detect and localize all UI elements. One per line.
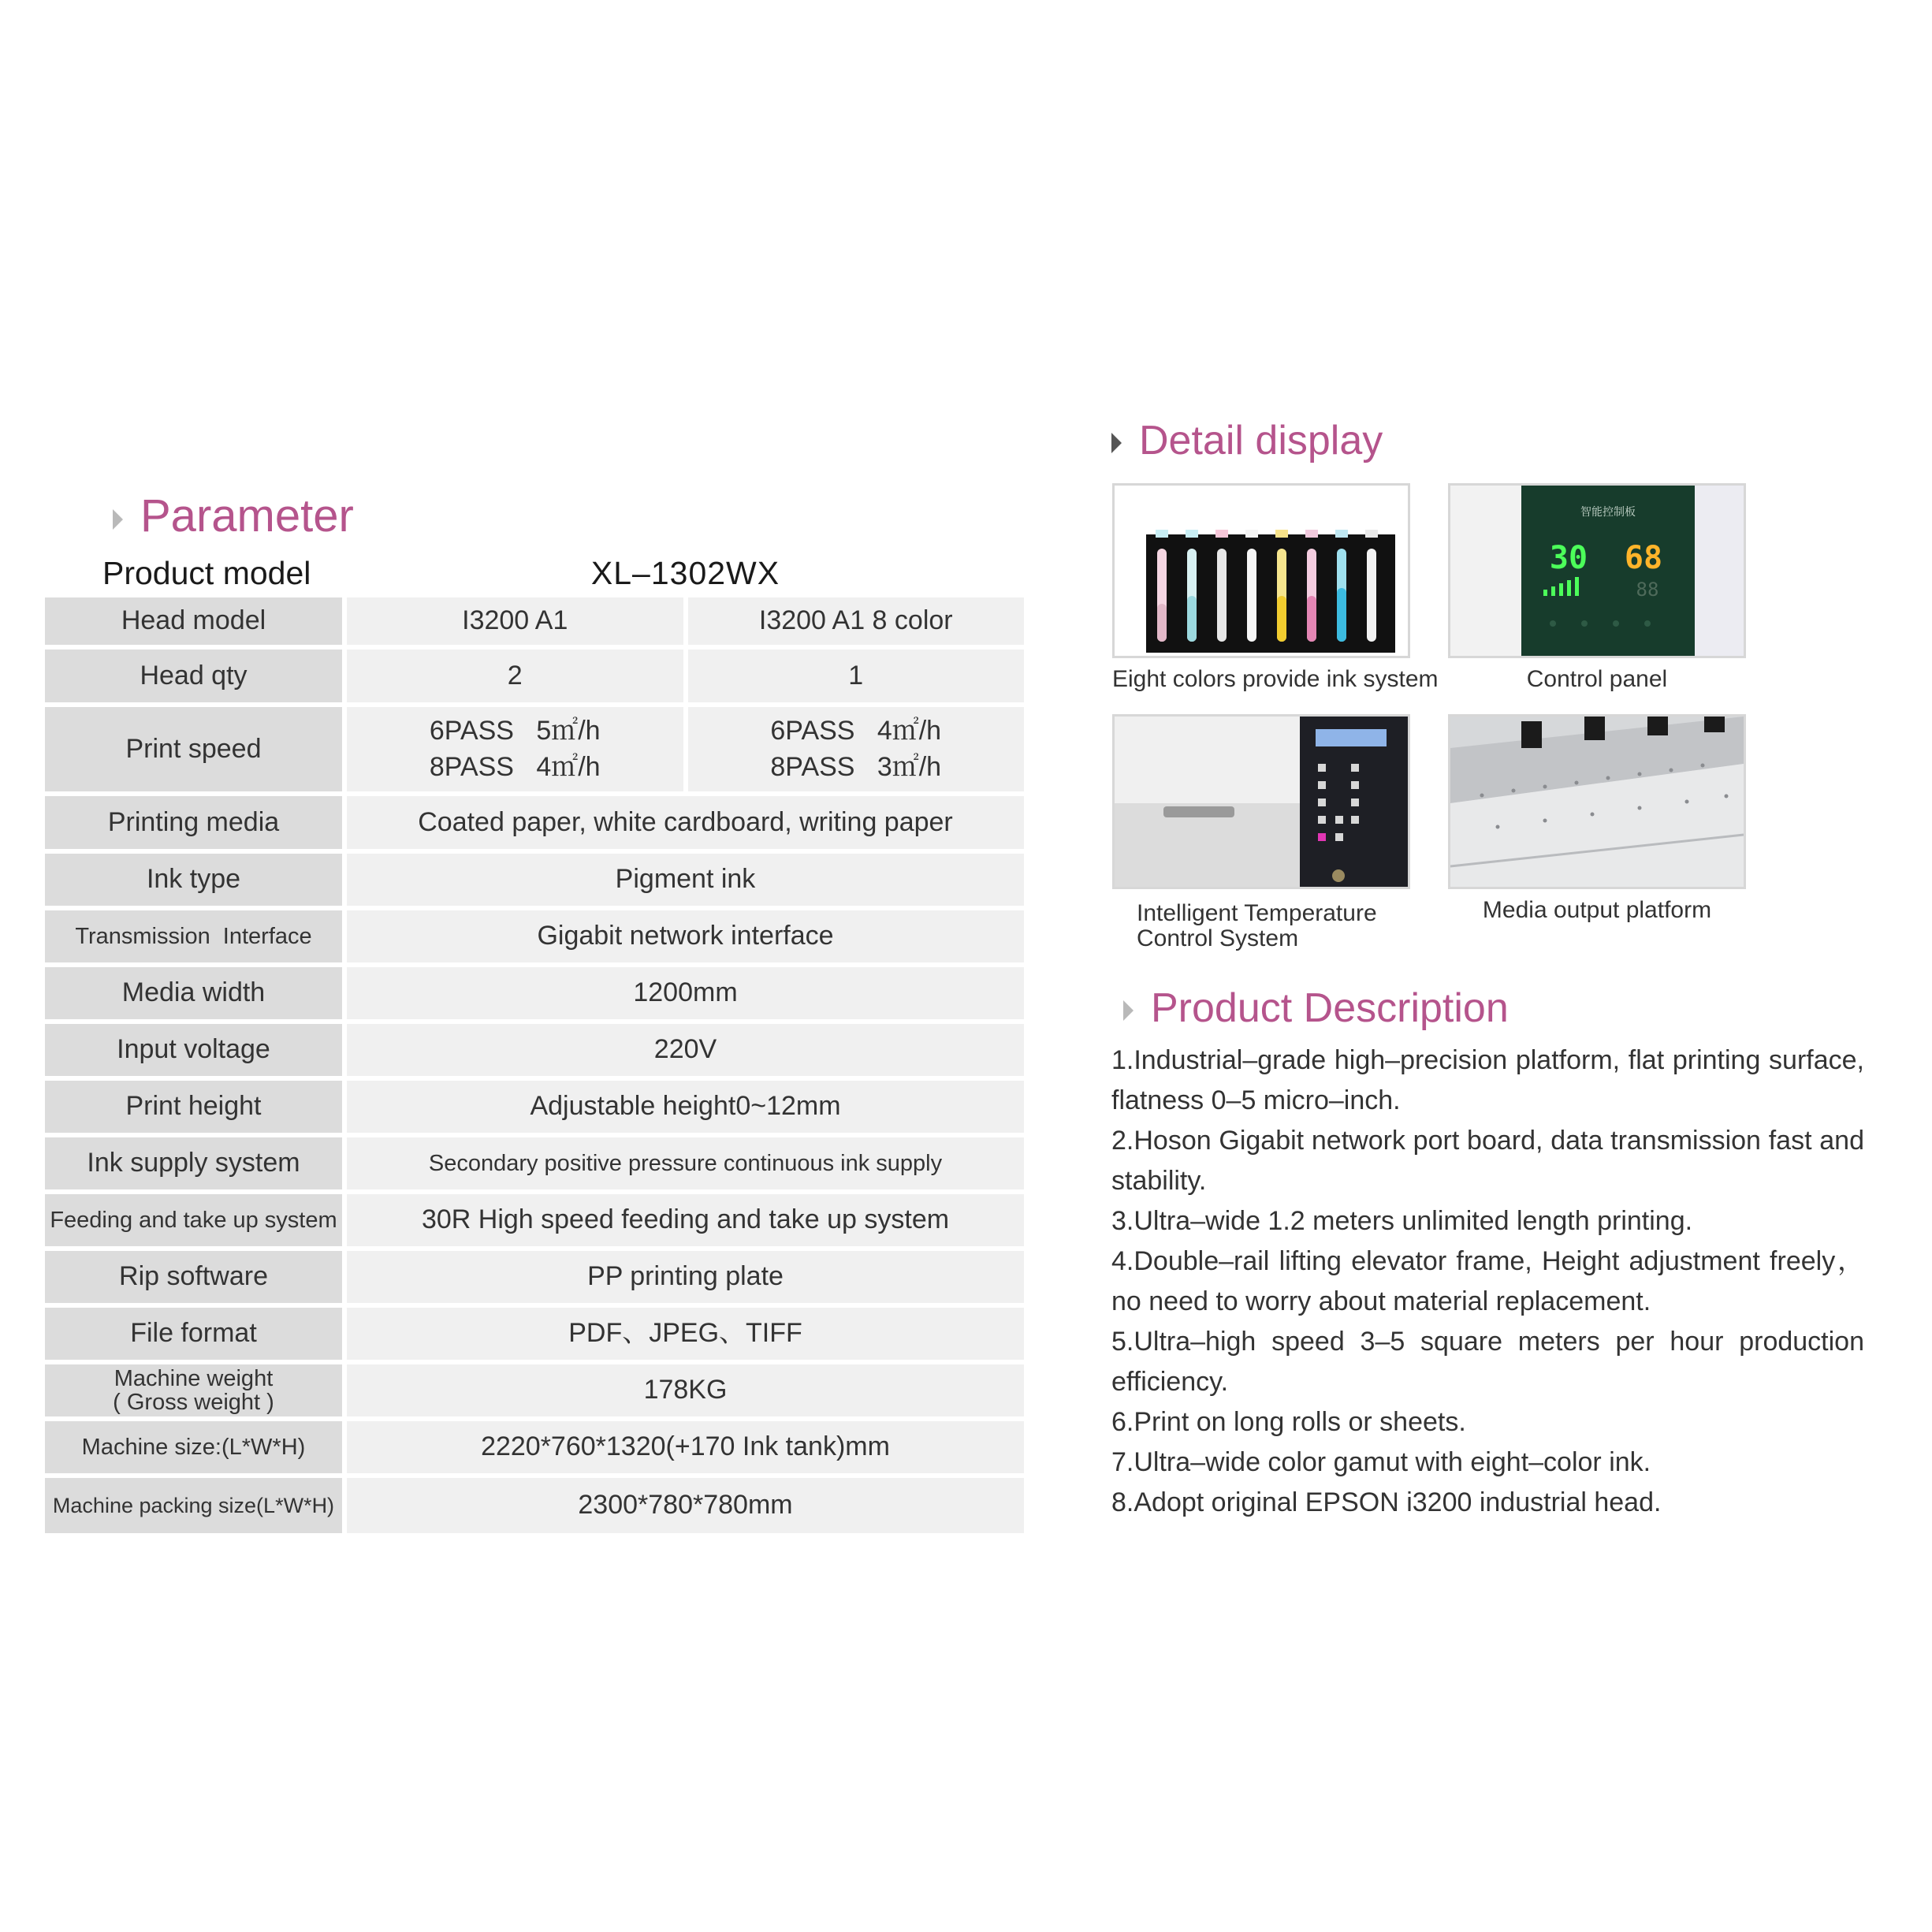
speed-line: 8PASS 3㎡/h [770,751,942,782]
table-row [45,854,1024,906]
media-output-caption: Media output platform [1482,897,1712,923]
row-value: 2300*780*780mm [347,1478,1024,1533]
speed-line: 8PASS 4㎡/h [429,751,601,782]
speed-line: 6PASS 5㎡/h [429,715,601,746]
row-label-line: ( Gross weight ) [113,1390,274,1415]
row-value: 2220*760*1320(+170 Ink tank)mm [347,1421,1024,1473]
temperature-control-illustration [1115,717,1408,887]
table-row [45,1024,1024,1076]
row-label: Printing media [45,796,342,849]
media-output-photo [1448,714,1746,889]
list-item: 2.Hoson Gigabit network port board, data transmission fast and stability. [1111,1126,1864,1196]
speed-line: 6PASS 4㎡/h [770,715,942,746]
temperature-readout-left: 30 [1549,540,1588,576]
triangle-bullet-icon [113,509,123,530]
row-label: Machine size:(L*W*H) [45,1421,342,1473]
detail-display-title [1111,420,1383,461]
parameter-title-text: Parameter [140,490,354,542]
table-row [45,597,1024,645]
row-value [347,707,683,791]
list-item: 7.Ultra–wide color gamut with eight–color ink. [1111,1447,1651,1477]
list-item: 4.Double–rail lifting elevator frame, Height adjustment freely，no need to worry about material replacement. [1111,1246,1864,1316]
table-row [45,910,1024,962]
row-label: Transmission Interface [45,910,342,962]
ink-system-caption: Eight colors provide ink system [1112,666,1439,692]
row-label: Print height [45,1081,342,1133]
row-value: Secondary positive pressure continuous ink supply [347,1137,1024,1189]
row-label: Ink supply system [45,1137,342,1189]
small-readout: 88 [1636,579,1659,601]
table-row [45,1308,1024,1360]
row-value: Coated paper, white cardboard, writing paper [347,796,1024,849]
control-panel-illustration [1450,486,1744,656]
detail-display-title-text: Detail display [1139,418,1383,463]
row-label [45,1364,342,1416]
panel-label: 智能控制板 [1580,506,1636,519]
row-label: Machine packing size(L*W*H) [45,1478,342,1533]
product-description-title-text: Product Description [1151,985,1509,1031]
list-item: 3.Ultra–wide 1.2 meters unlimited length printing. [1111,1206,1693,1236]
caption-line: Control System [1137,925,1299,951]
row-value: 1200mm [347,967,1024,1019]
row-value: PDF、JPEG、TIFF [347,1308,1024,1360]
row-label: Rip software [45,1251,342,1303]
row-label: Feeding and take up system [45,1194,342,1246]
caption-line: Intelligent Temperature [1137,900,1377,926]
row-label: Print speed [45,707,342,791]
ink-system-photo [1112,483,1410,658]
table-row [45,707,1024,791]
triangle-bullet-icon [1111,433,1122,453]
triangle-bullet-icon [1123,1000,1134,1021]
parameter-table [45,597,1024,1538]
row-value: Pigment ink [347,854,1024,906]
table-row [45,967,1024,1019]
control-panel-photo [1448,483,1746,658]
row-value: 1 [688,650,1025,702]
row-value: PP printing plate [347,1251,1024,1303]
temperature-control-photo [1112,714,1410,889]
row-label: Input voltage [45,1024,342,1076]
row-value [688,707,1025,791]
row-value: I3200 A1 [347,597,683,645]
row-value: 2 [347,650,683,702]
table-row [45,1478,1024,1533]
list-item: 1.Industrial–grade high–precision platform, flat printing surface, flatness 0–5 micro–inch. [1111,1045,1864,1115]
table-row [45,1421,1024,1473]
product-model-row [45,552,1024,594]
row-label: Head qty [45,650,342,702]
table-row [45,1194,1024,1246]
row-label-line: Machine weight [114,1365,274,1391]
table-row [45,650,1024,702]
list-item: 5.Ultra–high speed 3–5 square meters per hour production efficiency. [1111,1327,1864,1397]
row-value: Gigabit network interface [347,910,1024,962]
table-row [45,796,1024,849]
row-value: 178KG [347,1364,1024,1416]
control-panel-caption: Control panel [1526,666,1668,692]
row-label: Media width [45,967,342,1019]
table-row [45,1137,1024,1189]
description-list [1111,1040,1864,1523]
row-value: 30R High speed feeding and take up system [347,1194,1024,1246]
row-label: File format [45,1308,342,1360]
row-value: I3200 A1 8 color [688,597,1025,645]
list-item: 6.Print on long rolls or sheets. [1111,1407,1466,1437]
table-row [45,1364,1024,1416]
product-description-title [1123,985,1509,1031]
table-row [45,1081,1024,1133]
row-label: Ink type [45,854,342,906]
temperature-readout-right: 68 [1624,540,1663,576]
product-model-value: XL–1302WX [590,555,780,591]
table-row [45,1251,1024,1303]
list-item: 8.Adopt original EPSON i3200 industrial head. [1111,1487,1662,1517]
ink-bottles-illustration [1115,486,1408,656]
row-value: Adjustable height0~12mm [347,1081,1024,1133]
row-label: Head model [45,597,342,645]
temperature-control-caption [1137,901,1420,951]
product-model-label: Product model [102,555,311,591]
row-value: 220V [347,1024,1024,1076]
parameter-title [113,490,354,542]
media-platform-illustration [1450,717,1744,887]
